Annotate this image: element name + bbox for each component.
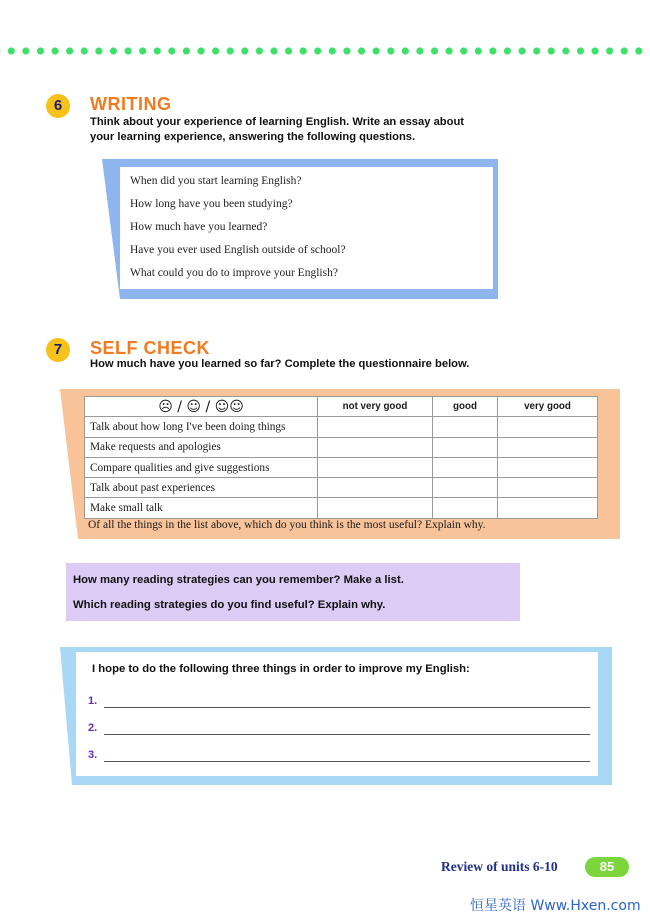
dotted-border — [0, 44, 650, 58]
question-item: How much have you learned? — [130, 221, 268, 233]
question-item: What could you do to improve your English? — [130, 267, 338, 279]
rating-cell[interactable] — [433, 498, 498, 518]
rating-cell[interactable] — [498, 498, 598, 518]
column-header: good — [433, 397, 498, 417]
table-row — [85, 498, 598, 518]
rating-cell[interactable] — [318, 437, 433, 457]
faces-header: ☹ / ☺ / ☺☺ — [85, 397, 318, 417]
skill-label: Compare qualities and give suggestions — [85, 457, 318, 477]
rating-cell[interactable] — [318, 498, 433, 518]
page-number-badge: 85 — [585, 857, 629, 877]
table-row — [85, 437, 598, 457]
rating-cell[interactable] — [498, 457, 598, 477]
blank-number: 2. — [88, 722, 98, 734]
self-check-table — [84, 396, 598, 519]
rating-cell[interactable] — [318, 457, 433, 477]
answer-line-2[interactable] — [104, 734, 590, 735]
table-row — [85, 417, 598, 437]
strategies-box — [66, 563, 520, 621]
instruction-line: Think about your experience of learning English. Write an essay about — [90, 116, 465, 128]
skill-label: Talk about past experiences — [85, 478, 318, 498]
column-header: very good — [498, 397, 598, 417]
column-header: not very good — [318, 397, 433, 417]
blank-number: 3. — [88, 749, 98, 761]
skill-label: Talk about how long I've been doing things — [85, 417, 318, 437]
rating-cell[interactable] — [498, 478, 598, 498]
question-item: Have you ever used English outside of school? — [130, 244, 346, 256]
section-number-badge: 7 — [46, 338, 70, 362]
table-row — [85, 457, 598, 477]
rating-cell[interactable] — [318, 478, 433, 498]
rating-cell[interactable] — [433, 437, 498, 457]
rating-cell[interactable] — [433, 478, 498, 498]
blank-number: 1. — [88, 695, 98, 707]
rating-cell[interactable] — [433, 417, 498, 437]
question-item: How long have you been studying? — [130, 198, 293, 210]
section-instruction: How much have you learned so far? Complete the questionnaire below. — [90, 358, 470, 370]
strategies-prompt: How many reading strategies can you remember? Make a list. — [73, 574, 404, 586]
questions-box — [120, 167, 493, 289]
table-header-row — [85, 397, 598, 417]
rating-cell[interactable] — [498, 437, 598, 457]
goals-box — [76, 652, 598, 776]
answer-line-3[interactable] — [104, 761, 590, 762]
self-check-question: Of all the things in the list above, which do you think is the most useful? Explain why. — [88, 519, 486, 531]
section-title: WRITING — [90, 94, 172, 114]
goals-heading: I hope to do the following three things in order to improve my English: — [92, 663, 470, 675]
answer-line-1[interactable] — [104, 707, 590, 708]
skill-label: Make requests and apologies — [85, 437, 318, 457]
table-row — [85, 478, 598, 498]
watermark: 恒星英语 Www.Hxen.com — [470, 898, 641, 914]
rating-cell[interactable] — [318, 417, 433, 437]
section-title: SELF CHECK — [90, 338, 211, 358]
rating-cell[interactable] — [498, 417, 598, 437]
footer-title: Review of units 6-10 — [441, 859, 558, 874]
question-item: When did you start learning English? — [130, 175, 302, 187]
instruction-line: your learning experience, answering the following questions. — [90, 131, 416, 143]
strategies-prompt: Which reading strategies do you find useful? Explain why. — [73, 599, 386, 611]
rating-cell[interactable] — [433, 457, 498, 477]
skill-label: Make small talk — [85, 498, 318, 518]
section-number-badge: 6 — [46, 94, 70, 118]
section-instruction — [90, 115, 464, 145]
